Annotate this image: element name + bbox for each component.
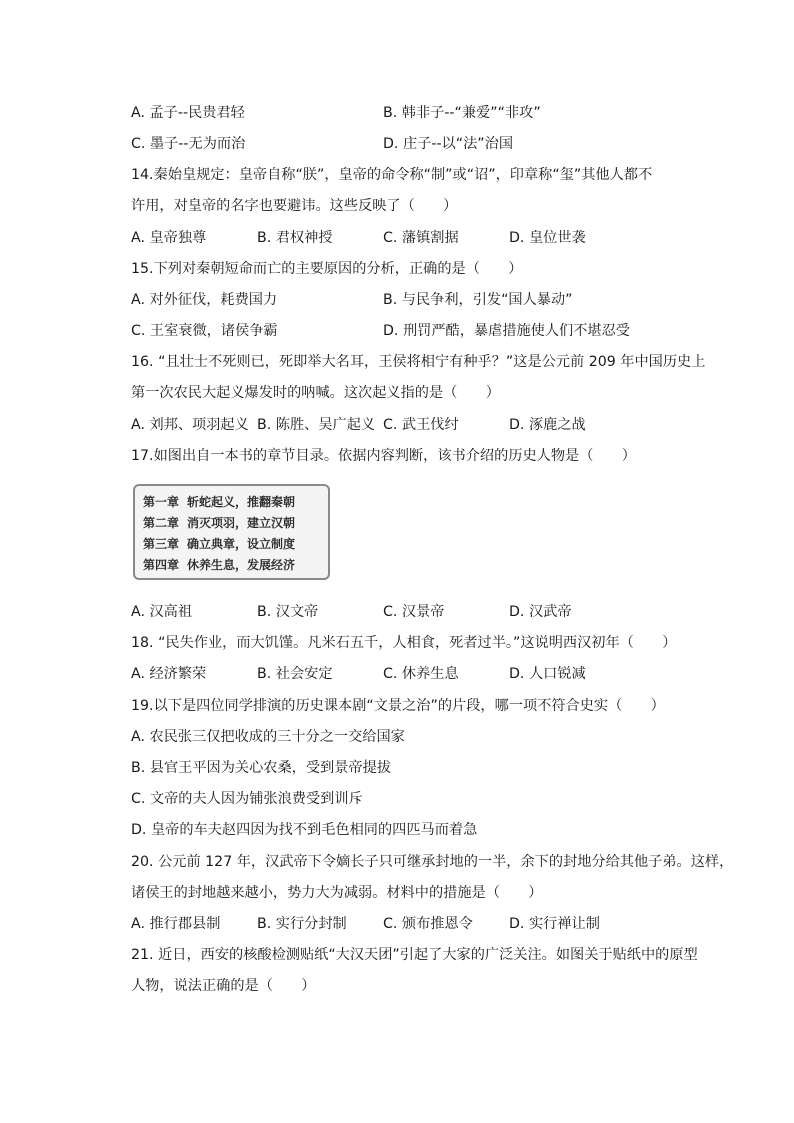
chapter-number: 第一章	[143, 495, 180, 509]
q20-stem-line1: 20. 公元前 127 年，汉武帝下令嫡长子只可继承封地的一半，余下的封地分给其他子弟。这样，	[131, 854, 734, 870]
q19-stem: 19.以下是四位同学排演的历史课本剧“文景之治”的片段，哪一项不符合史实（ ）	[131, 698, 665, 714]
q16-stem-line2: 第一次农民大起义爆发时的呐喊。这次起义指的是（ ）	[131, 385, 500, 401]
q21-stem-line1: 21. 近日，西安的核酸检测贴纸“大汉天团”引起了大家的广泛关注。如图关于贴纸中的原型	[131, 947, 698, 963]
q20-stem-line2: 诸侯王的封地越来越小，势力大为减弱。材料中的措施是（ ）	[131, 885, 543, 901]
q14-option-b: B. 君权神授	[257, 230, 333, 246]
q17-option-a: A. 汉高祖	[131, 604, 193, 620]
q15-stem: 15.下列对秦朝短命而亡的主要原因的分析，正确的是（ ）	[131, 261, 523, 277]
chapter-title: 确立典章，设立制度	[187, 537, 296, 551]
q19-option-a: A. 农民张三仅把收成的三十分之一交给国家	[131, 729, 405, 745]
q13-option-d: D. 庄子--以“法”治国	[383, 136, 514, 152]
q18-option-c: C. 休养生息	[383, 666, 459, 682]
q16-option-d: D. 涿鹿之战	[509, 417, 586, 433]
q13-option-b: B. 韩非子--“兼爱”“非攻”	[383, 105, 541, 121]
chapter-row	[143, 492, 328, 513]
q15-option-c: C. 王室衰微，诸侯争霸	[131, 323, 278, 339]
q17-stem: 17.如图出自一本书的章节目录。依据内容判断，该书介绍的历史人物是（ ）	[131, 448, 636, 464]
q15-option-b: B. 与民争利，引发“国人暴动”	[383, 292, 573, 308]
q19-option-d: D. 皇帝的车夫赵四因为找不到毛色相同的四匹马而着急	[131, 822, 478, 838]
q19-option-b: B. 县官王平因为关心农桑，受到景帝提拔	[131, 760, 391, 776]
q20-option-c: C. 颁布推恩令	[383, 916, 473, 932]
q21-stem-line2: 人物，说法正确的是（ ）	[131, 978, 316, 994]
chapter-row	[143, 555, 328, 576]
q14-stem-line2: 许用，对皇帝的名字也要避讳。这些反映了（ ）	[131, 198, 458, 214]
q15-option-a: A. 对外征伐，耗费国力	[131, 292, 278, 308]
q15-option-d: D. 刑罚严酷，暴虐措施使人们不堪忍受	[383, 323, 630, 339]
chapter-row	[143, 534, 328, 555]
chapter-title: 斩蛇起义，推翻秦朝	[187, 495, 296, 509]
chapter-title: 休养生息，发展经济	[187, 558, 296, 572]
q20-option-a: A. 推行郡县制	[131, 916, 221, 932]
q13-option-c: C. 墨子--无为而治	[131, 136, 246, 152]
q13-option-a: A. 孟子--民贵君轻	[131, 105, 245, 121]
q18-option-b: B. 社会安定	[257, 666, 333, 682]
chapter-row	[143, 513, 328, 534]
q20-option-b: B. 实行分封制	[257, 916, 347, 932]
q17-option-b: B. 汉文帝	[257, 604, 319, 620]
q18-stem: 18. “民失作业，而大饥馑。凡米石五千，人相食，死者过半。”这说明西汉初年（ ）	[131, 635, 677, 651]
q16-stem-line1: 16. “且壮士不死则已，死即举大名耳，王侯将相宁有种乎？”这是公元前 209 年中国历史上	[131, 354, 706, 370]
q14-option-d: D. 皇位世袭	[509, 230, 586, 246]
q20-option-d: D. 实行禅让制	[509, 916, 600, 932]
q14-option-a: A. 皇帝独尊	[131, 230, 207, 246]
chapter-list-figure	[133, 484, 330, 580]
q19-option-c: C. 文帝的夫人因为铺张浪费受到训斥	[131, 791, 363, 807]
chapter-number: 第二章	[143, 516, 180, 530]
q16-option-a: A. 刘邦、项羽起义	[131, 417, 249, 433]
q14-option-c: C. 藩镇割据	[383, 230, 459, 246]
q17-option-c: C. 汉景帝	[383, 604, 445, 620]
chapter-title: 消灭项羽，建立汉朝	[187, 516, 296, 530]
q14-stem-line1: 14.秦始皇规定：皇帝自称“朕”，皇帝的命令称“制”或“诏”，印章称“玺”其他人都不	[131, 167, 653, 183]
q17-option-d: D. 汉武帝	[509, 604, 572, 620]
q18-option-d: D. 人口锐减	[509, 666, 586, 682]
chapter-number: 第四章	[143, 558, 180, 572]
q18-option-a: A. 经济繁荣	[131, 666, 207, 682]
q16-option-c: C. 武王伐纣	[383, 417, 459, 433]
q16-option-b: B. 陈胜、吴广起义	[257, 417, 376, 433]
chapter-number: 第三章	[143, 537, 180, 551]
